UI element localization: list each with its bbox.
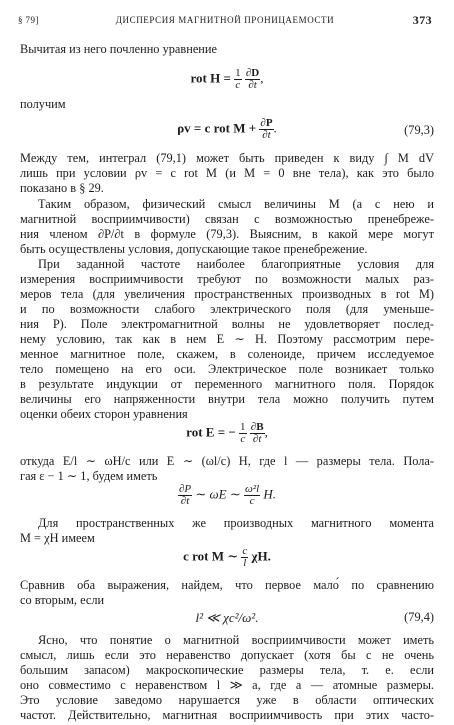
text-line: Для пространственных же производных магнитного момента (38, 516, 434, 530)
eq3-num1: 1 (240, 421, 246, 433)
eq5-tail: χH. (251, 548, 271, 564)
text-line: оценки обеих сторон уравнения (20, 407, 188, 421)
equation-number: (79,3) (404, 123, 434, 137)
eq4-den1: ∂t (180, 495, 190, 507)
eq3-lhs: rot E = − (186, 424, 236, 440)
eq4-mid: ∼ ωE ∼ (195, 486, 241, 502)
eq1-tail: , (260, 70, 264, 86)
section-ref: § 79] (18, 15, 39, 25)
text-line: измерения восприимчивости требуют по возможности малых раз- (20, 272, 434, 286)
eq1-num2: ∂D (245, 67, 260, 79)
equation-crotm (20, 546, 434, 572)
text-line: оно совместимо с неравенством l ≫ a, где a — атомные размеры. (20, 678, 434, 692)
text-line: M = χH имеем (20, 531, 95, 545)
eq4-tail: H. (263, 486, 277, 502)
text-line: величины его напряженности внутри тела можно получить путем (20, 392, 434, 406)
page-header (18, 14, 432, 28)
text-line: со вторым, если (20, 593, 105, 607)
text-line: гая ε − 1 ∼ 1, будем иметь (20, 469, 158, 483)
text-line: частот. Действительно, магнитная восприимчивость при этих часто- (20, 708, 434, 722)
text-line: Ясно, что понятие о магнитной восприимчивости может иметь (38, 633, 434, 647)
text-line: тело помещено на его оси. Электрическое поле возникает только (20, 362, 434, 376)
eq5-lhs: c rot M ∼ (183, 548, 239, 564)
eq4-den2: c (249, 495, 255, 507)
text-line: Между тем, интеграл (79,1) может быть приведен к виду ∫ M dV (20, 151, 434, 165)
text-line: ния P). Поле электромагнитной волны не удовлетворяет послед- (20, 317, 434, 331)
text-line: Вычитая из него почленно уравнение (20, 42, 217, 56)
text-line: и по возможности слабого электрического поля (для уменьше- (20, 302, 434, 316)
text-line: Сравнив оба выражения, найдем, что первое мало́ по сравнению (20, 578, 434, 592)
eq1-lhs: rot H = (190, 70, 231, 86)
equation-1 (20, 68, 434, 94)
eq3-den1: c (240, 433, 246, 445)
eq6-body: l² ≪ χc²/ω². (195, 610, 259, 625)
equation-rot-e (20, 422, 434, 448)
text-line: в результате индукции от переменного магнитного поля. Порядок (20, 377, 434, 391)
text-line: магнитной восприимчивости) связан с возможностью пренебреже- (20, 212, 434, 226)
eq1-den1: c (235, 79, 241, 91)
text-line: откуда E/l ∼ ωH/c или E ∼ (ωl/c) H, где l — размеры тела. Пола- (20, 454, 434, 468)
text-line: При заданной частоте наиболее благоприятные условия для (38, 257, 434, 271)
eq4-num1: ∂P (178, 483, 192, 495)
eq3-den2: ∂t (252, 433, 262, 445)
page-number: 373 (412, 13, 432, 27)
text-line: смысл, лишь если это неравенство допускает (хотя бы с не очень (20, 648, 434, 662)
eq4-num2: ω²l (245, 483, 260, 495)
text-line: лишь при условии ρv = c rot M (и M = 0 вне тела), как это было (20, 166, 434, 180)
text-line: Таким образом, физический смысл величины M (а с нею и (38, 197, 434, 211)
text-line: большим запасом) макроскопические размеры тела, т. е. если (20, 663, 434, 677)
text-line: меров тела (для увеличения пространственных производных в rot M) (20, 287, 434, 301)
running-title: ДИСПЕРСИЯ МАГНИТНОЙ ПРОНИЦАЕМОСТИ (115, 15, 335, 25)
eq2-num: ∂P (260, 117, 273, 129)
equation-79-4 (20, 608, 434, 630)
eq3-num2: ∂B (250, 421, 264, 433)
equation-79-3 (20, 118, 434, 144)
eq5-den: l (243, 557, 247, 569)
text-line: Это условие заведомо нарушается уже в области оптических (20, 693, 434, 707)
text-line: быть осуществлены условия, допускающие такое пренебрежение. (20, 242, 368, 256)
eq2-lhs: ρv = c rot M + (177, 120, 257, 136)
text-line: получим (20, 97, 66, 111)
eq5-num: c (242, 545, 248, 557)
equation-number: (79,4) (404, 610, 434, 624)
text-line: показано в § 29. (20, 181, 104, 195)
eq2-den: ∂t (262, 129, 271, 141)
equation-estimate (20, 484, 434, 510)
text-line: нему условию, так как в нем E ∼ H. Поэтому рассмотрим пере- (20, 332, 434, 346)
eq1-den2: ∂t (248, 79, 257, 91)
eq1-num1: 1 (235, 67, 241, 79)
text-line: менное магнитное поле, скажем, в соленоиде, причем исследуемое (20, 347, 434, 361)
text-line: ния членом ∂P/∂t в формуле (79,3). Выясним, в какой мере могут (20, 227, 434, 241)
eq2-tail: . (273, 120, 277, 136)
eq3-tail: , (264, 424, 268, 440)
